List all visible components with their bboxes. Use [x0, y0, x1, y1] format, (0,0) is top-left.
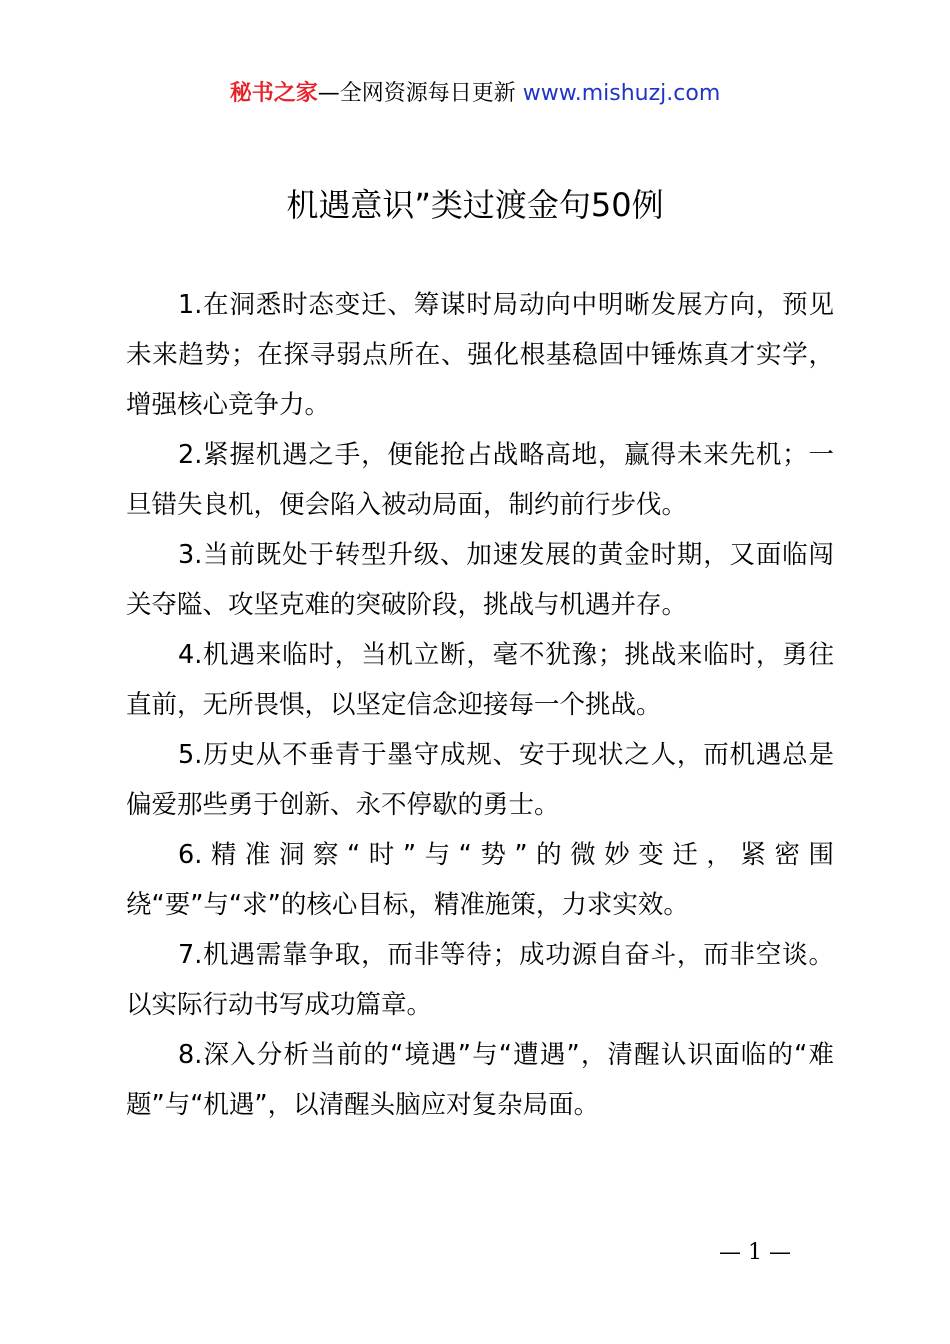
- brand-name: 秘书之家: [229, 81, 318, 106]
- paragraph-6: 6.精准洞察“时”与“势”的微妙变迁，紧密围绕“要”与“求”的核心目标，精准施策，力求实效。: [126, 840, 834, 920]
- paragraph-7: 7.机遇需靠争取，而非等待；成功源自奋斗，而非空谈。以实际行动书写成功篇章。: [126, 940, 834, 1020]
- site-header: [0, 78, 950, 110]
- document-body: [126, 280, 834, 1130]
- paragraph-8: 8.深入分析当前的“境遇”与“遭遇”，清醒认识面临的“难题”与“机遇”，以清醒头脑应对复杂局面。: [126, 1040, 834, 1120]
- paragraph-4: 4.机遇来临时，当机立断，毫不犹豫；挑战来临时，勇往直前，无所畏惧，以坚定信念迎接每一个挑战。: [126, 640, 834, 720]
- site-url-link[interactable]: www.mishuzj.com: [522, 81, 721, 106]
- paragraph-5: 5.历史从不垂青于墨守成规、安于现状之人，而机遇总是偏爱那些勇于创新、永不停歇的勇士。: [126, 740, 834, 820]
- paragraph-3: 3.当前既处于转型升级、加速发展的黄金时期，又面临闯关夺隘、攻坚克难的突破阶段，挑战与机遇并存。: [126, 540, 834, 620]
- paragraph-1: 1.在洞悉时态变迁、筹谋时局动向中明晰发展方向，预见未来趋势；在探寻弱点所在、强化根基稳固中锤炼真才实学，增强核心竞争力。: [126, 290, 834, 420]
- paragraph-2: 2.紧握机遇之手，便能抢占战略高地，赢得未来先机；一旦错失良机，便会陷入被动局面，制约前行步伐。: [126, 440, 834, 520]
- header-tagline: —全网资源每日更新: [317, 81, 516, 106]
- page-number: — 1 —: [719, 1240, 791, 1265]
- document-title: 机遇意识”类过渡金句50例: [286, 186, 664, 224]
